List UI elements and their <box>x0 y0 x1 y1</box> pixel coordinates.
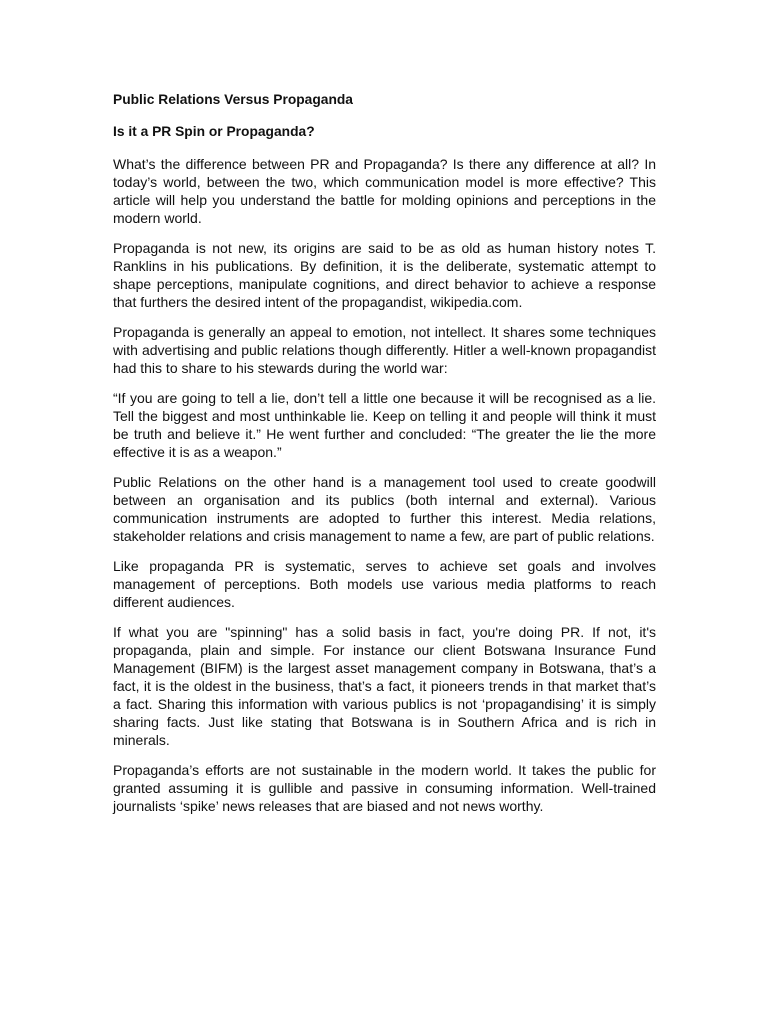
document-page <box>113 91 656 827</box>
paragraph-spinning: If what you are "spinning" has a solid basis in fact, you're doing PR. If not, it's propaganda, plain and simple. For instance our client Botswana Insurance Fund Management (BIFM) is the largest asset management company in Botswana, that’s a fact, it is the oldest in the business, that’s a fact, it pioneers trends in that market that’s a fact. Sharing this information with various publics is not ‘propagandising’ it is simply sharing facts. Just like stating that Botswana is in Southern Africa and is rich in minerals. <box>113 624 656 748</box>
paragraph-pr-systematic: Like propaganda PR is systematic, serves to achieve set goals and involves management of perceptions. Both models use various media platforms to reach different audiences. <box>113 558 656 610</box>
document-subtitle: Is it a PR Spin or Propaganda? <box>113 124 315 139</box>
paragraph-propaganda-emotion: Propaganda is generally an appeal to emotion, not intellect. It shares some techniques with advertising and public relations though differently. Hitler a well-known propagandist had this to share to his stewards during the world war: <box>113 324 656 376</box>
paragraph-public-relations: Public Relations on the other hand is a management tool used to create goodwill between an organisation and its publics (both internal and external). Various communication instruments are adopted to further this interest. Media relations, stakeholder relations and crisis management to name a few, are part of public relations. <box>113 474 656 544</box>
paragraph-intro: What’s the difference between PR and Propaganda? Is there any difference at all? In today’s world, between the two, which communication model is more effective? This article will help you understand the battle for molding opinions and perceptions in the modern world. <box>113 156 656 226</box>
paragraph-hitler-quote: “If you are going to tell a lie, don’t tell a little one because it will be recognised as a lie. Tell the biggest and most unthinkable lie. Keep on telling it and people will think it must be truth and believe it.” He went further and concluded: “The greater the lie the more effective it is as a weapon.” <box>113 390 656 460</box>
document-title: Public Relations Versus Propaganda <box>113 92 353 107</box>
paragraph-propaganda-origins: Propaganda is not new, its origins are said to be as old as human history notes T. Ranklins in his publications. By definition, it is the deliberate, systematic attempt to shape perceptions, manipulate cognitions, and direct behavior to achieve a response that furthers the desired intent of the propagandist, wikipedia.com. <box>113 240 656 310</box>
paragraph-sustainability: Propaganda’s efforts are not sustainable in the modern world. It takes the public for granted assuming it is gullible and passive in consuming information. Well-trained journalists ‘spike’ news releases that are biased and not news worthy. <box>113 762 656 814</box>
